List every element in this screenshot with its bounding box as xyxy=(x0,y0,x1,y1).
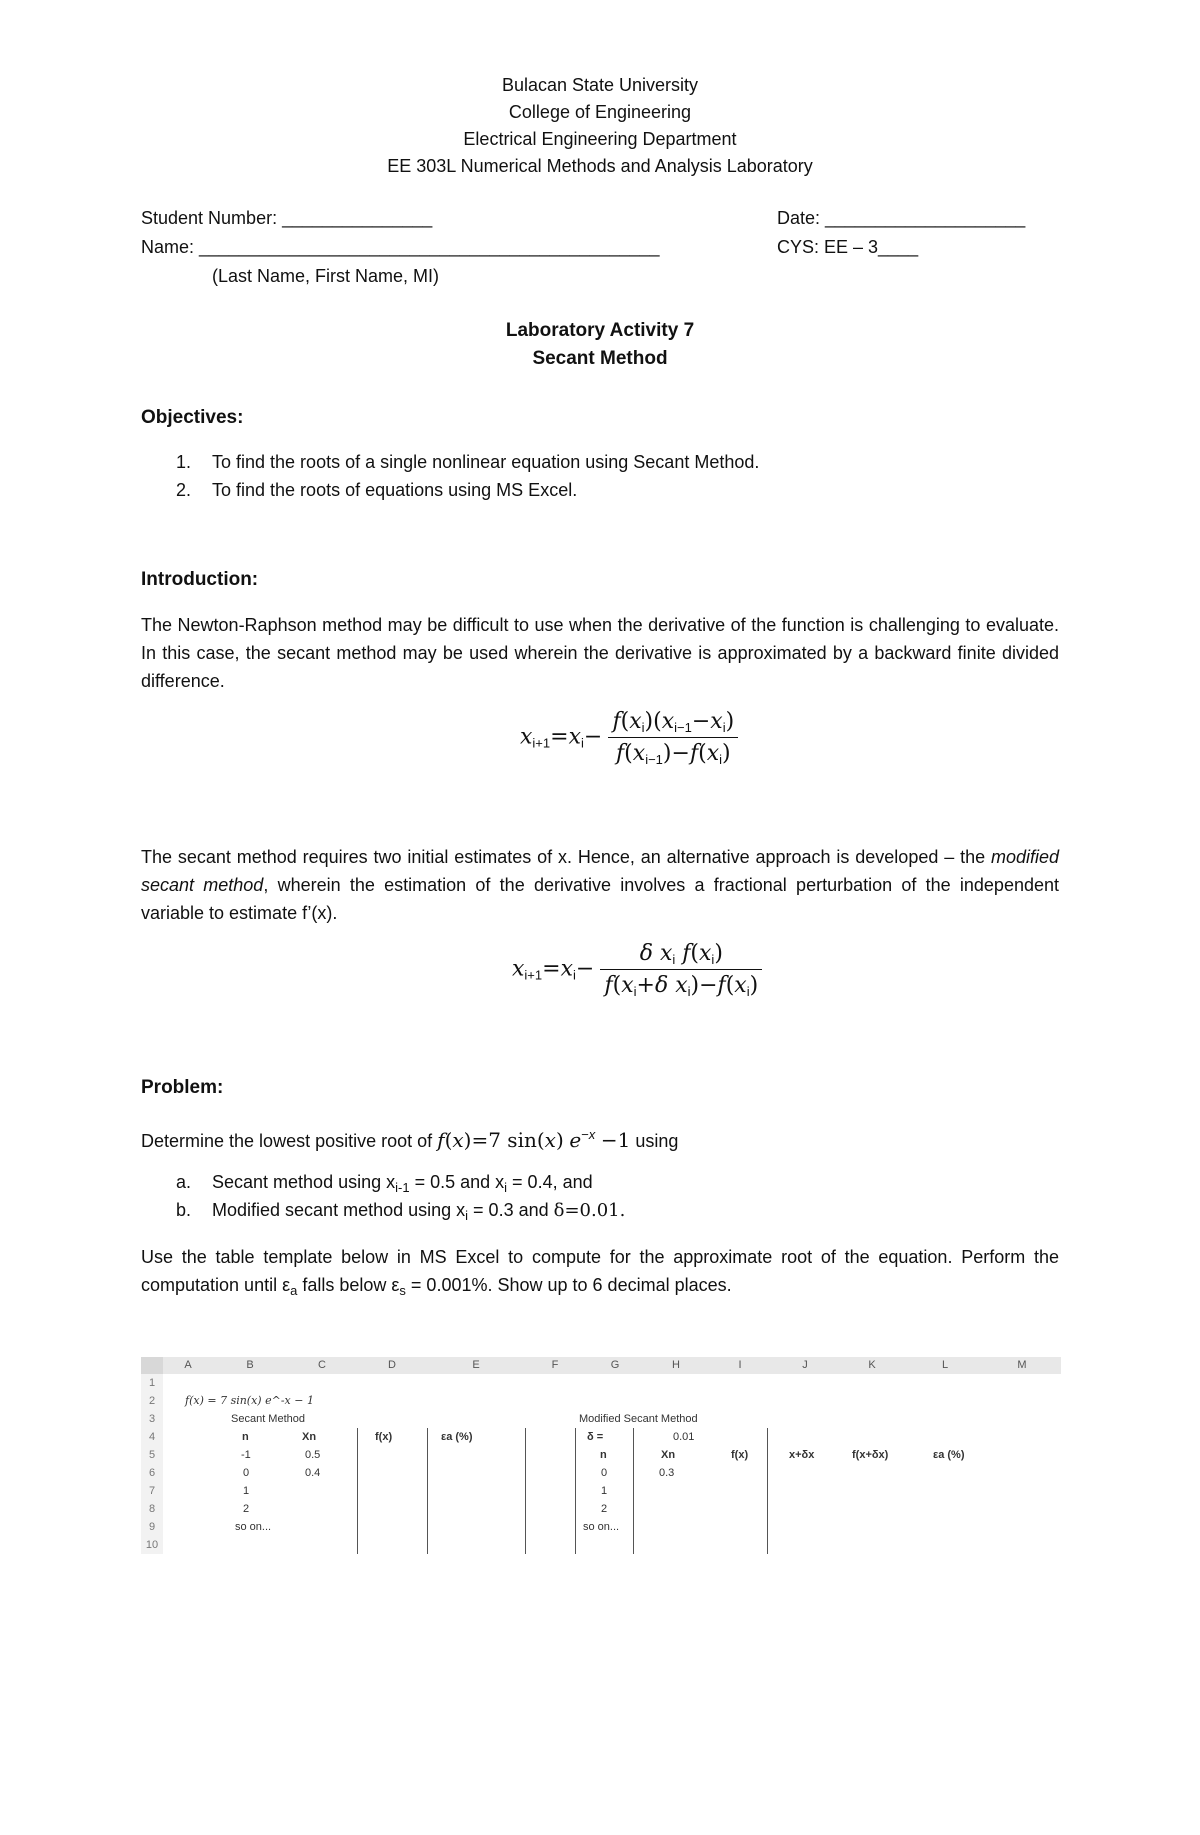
table-cell: so on... xyxy=(235,1521,272,1533)
problem-item-a: Secant method using $x_{i-1} = 0.5$ and $x_i = 0.4$, and xyxy=(212,1172,593,1195)
modified-secant-formula: $x_{i+1}=x_i-$ $\frac{\delta x_i f(x_i)}{f(x_i+\delta x_i)-f(x_i)}$ xyxy=(512,940,762,999)
table-border xyxy=(427,1428,428,1554)
table-cell: 0 xyxy=(243,1467,250,1479)
introduction-heading: Introduction: xyxy=(141,569,259,590)
excel-table-template xyxy=(141,1357,1061,1567)
column-header: I xyxy=(738,1359,742,1371)
row-header: 8 xyxy=(141,1500,163,1518)
column-header: K xyxy=(868,1359,876,1371)
table-cell: 1 xyxy=(601,1485,608,1497)
row-header: 7 xyxy=(141,1482,163,1500)
objective-item-number: 1. xyxy=(176,452,192,472)
table-header-cell: n xyxy=(242,1431,249,1443)
table-header-cell: f(x) xyxy=(731,1449,749,1461)
secant-method-label: Secant Method xyxy=(231,1413,305,1425)
table-cell: 0.5 xyxy=(305,1449,321,1461)
name-field: Name: ______________________________________________ xyxy=(141,237,660,257)
objective-item-text: To find the roots of a single nonlinear equation using Secant Method. xyxy=(212,452,760,472)
column-header: E xyxy=(472,1359,480,1371)
column-header: B xyxy=(246,1359,254,1371)
row-header: 3 xyxy=(141,1410,163,1428)
table-header-cell: x+δx xyxy=(789,1449,815,1461)
column-header: A xyxy=(184,1359,192,1371)
problem-instruction: Use the table template below in MS Excel to compute for the approximate root of the equation. Perform the computation until $\varepsilon_a$ falls below $\varepsilon_s = 0.001\%$. Show up to 6 decimal places. xyxy=(141,1247,1059,1298)
table-border xyxy=(767,1428,768,1554)
objective-item-number: 2. xyxy=(176,480,192,500)
table-header-cell: f(x) xyxy=(375,1431,393,1443)
problem-heading: Problem: xyxy=(141,1077,224,1098)
college-name: College of Engineering xyxy=(508,102,692,122)
column-header: D xyxy=(388,1359,396,1371)
column-header: L xyxy=(941,1359,949,1371)
problem-item-letter: a. xyxy=(176,1172,192,1192)
column-header: M xyxy=(1017,1359,1027,1371)
row-header: 10 xyxy=(141,1536,163,1554)
modified-secant-paragraph: The secant method requires two initial estimates of x. Hence, an alternative approach is developed – the modified secant method, wherein the estimation of the derivative involves a fractional perturbation of the independent variable to estimate f’(x). xyxy=(141,847,1060,923)
modified-secant-label: Modified Secant Method xyxy=(579,1413,698,1425)
row-header: 2 xyxy=(141,1392,163,1410)
column-header: H xyxy=(672,1359,680,1371)
table-cell: 0 xyxy=(601,1467,608,1479)
secant-formula: $x_{i+1}=x_i-$ $\frac{f(x_i)(x_{i-1}-x_i)}{f(x_{i-1})-f(x_i)}$ xyxy=(520,708,738,767)
table-header-cell: Xn xyxy=(302,1431,317,1443)
table-cell: 1 xyxy=(243,1485,250,1497)
row-header: 1 xyxy=(141,1374,163,1392)
delta-label: δ = xyxy=(587,1431,604,1443)
column-header: J xyxy=(802,1359,808,1371)
department-name: Electrical Engineering Department xyxy=(463,129,737,149)
introduction-paragraph: The Newton-Raphson method may be difficult to use when the derivative of the function is challenging to evaluate. In this case, the secant method may be used wherein the derivative is approximated by a backward finite divided difference. xyxy=(141,615,1059,691)
delta-value: 0.01 xyxy=(673,1431,695,1443)
table-cell: 0.4 xyxy=(305,1467,321,1479)
function-formula: f(x) = 7 sin(x) e^-x − 1 xyxy=(185,1394,314,1407)
activity-title: Laboratory Activity 7 xyxy=(505,320,695,341)
column-header: F xyxy=(551,1359,559,1371)
table-header-cell: Xn xyxy=(661,1449,676,1461)
table-cell: 0.3 xyxy=(659,1467,675,1479)
activity-subtitle: Secant Method xyxy=(532,348,668,369)
table-header-cell: εa (%) xyxy=(933,1449,965,1461)
problem-statement: Determine the lowest positive root of f(x)=7 sin(x) $e^{-x} -1$ using xyxy=(141,1127,679,1152)
row-header: 9 xyxy=(141,1518,163,1536)
row-header: 6 xyxy=(141,1464,163,1482)
column-header: C xyxy=(318,1359,326,1371)
table-header-cell: n xyxy=(600,1449,607,1461)
table-header-cell: f(x+δx) xyxy=(852,1449,889,1461)
row-header: 5 xyxy=(141,1446,163,1464)
course-title: EE 303L Numerical Methods and Analysis Laboratory xyxy=(387,156,813,176)
university-name: Bulacan State University xyxy=(501,75,699,95)
problem-item-b: Modified secant method using $x_i = 0.3$ and δ=0.01. xyxy=(212,1200,626,1223)
table-border xyxy=(575,1428,576,1554)
table-border xyxy=(357,1428,358,1554)
problem-item-letter: b. xyxy=(176,1200,192,1220)
table-cell: so on... xyxy=(583,1521,620,1533)
cys-field: CYS: EE – 3____ xyxy=(777,237,919,257)
sheet-corner xyxy=(141,1357,163,1374)
table-cell: 2 xyxy=(601,1503,608,1515)
row-header: 4 xyxy=(141,1428,163,1446)
table-header-cell: εa (%) xyxy=(441,1431,473,1443)
table-cell: -1 xyxy=(241,1449,251,1461)
student-number-field: Student Number: _______________ xyxy=(141,208,433,228)
date-field: Date: ____________________ xyxy=(777,208,1026,228)
table-border xyxy=(633,1428,634,1554)
table-cell: 2 xyxy=(243,1503,250,1515)
objectives-heading: Objectives: xyxy=(141,407,244,428)
column-header: G xyxy=(610,1359,620,1371)
objective-item-text: To find the roots of equations using MS Excel. xyxy=(212,480,578,500)
table-border xyxy=(525,1428,526,1554)
name-hint: (Last Name, First Name, MI) xyxy=(212,266,440,286)
